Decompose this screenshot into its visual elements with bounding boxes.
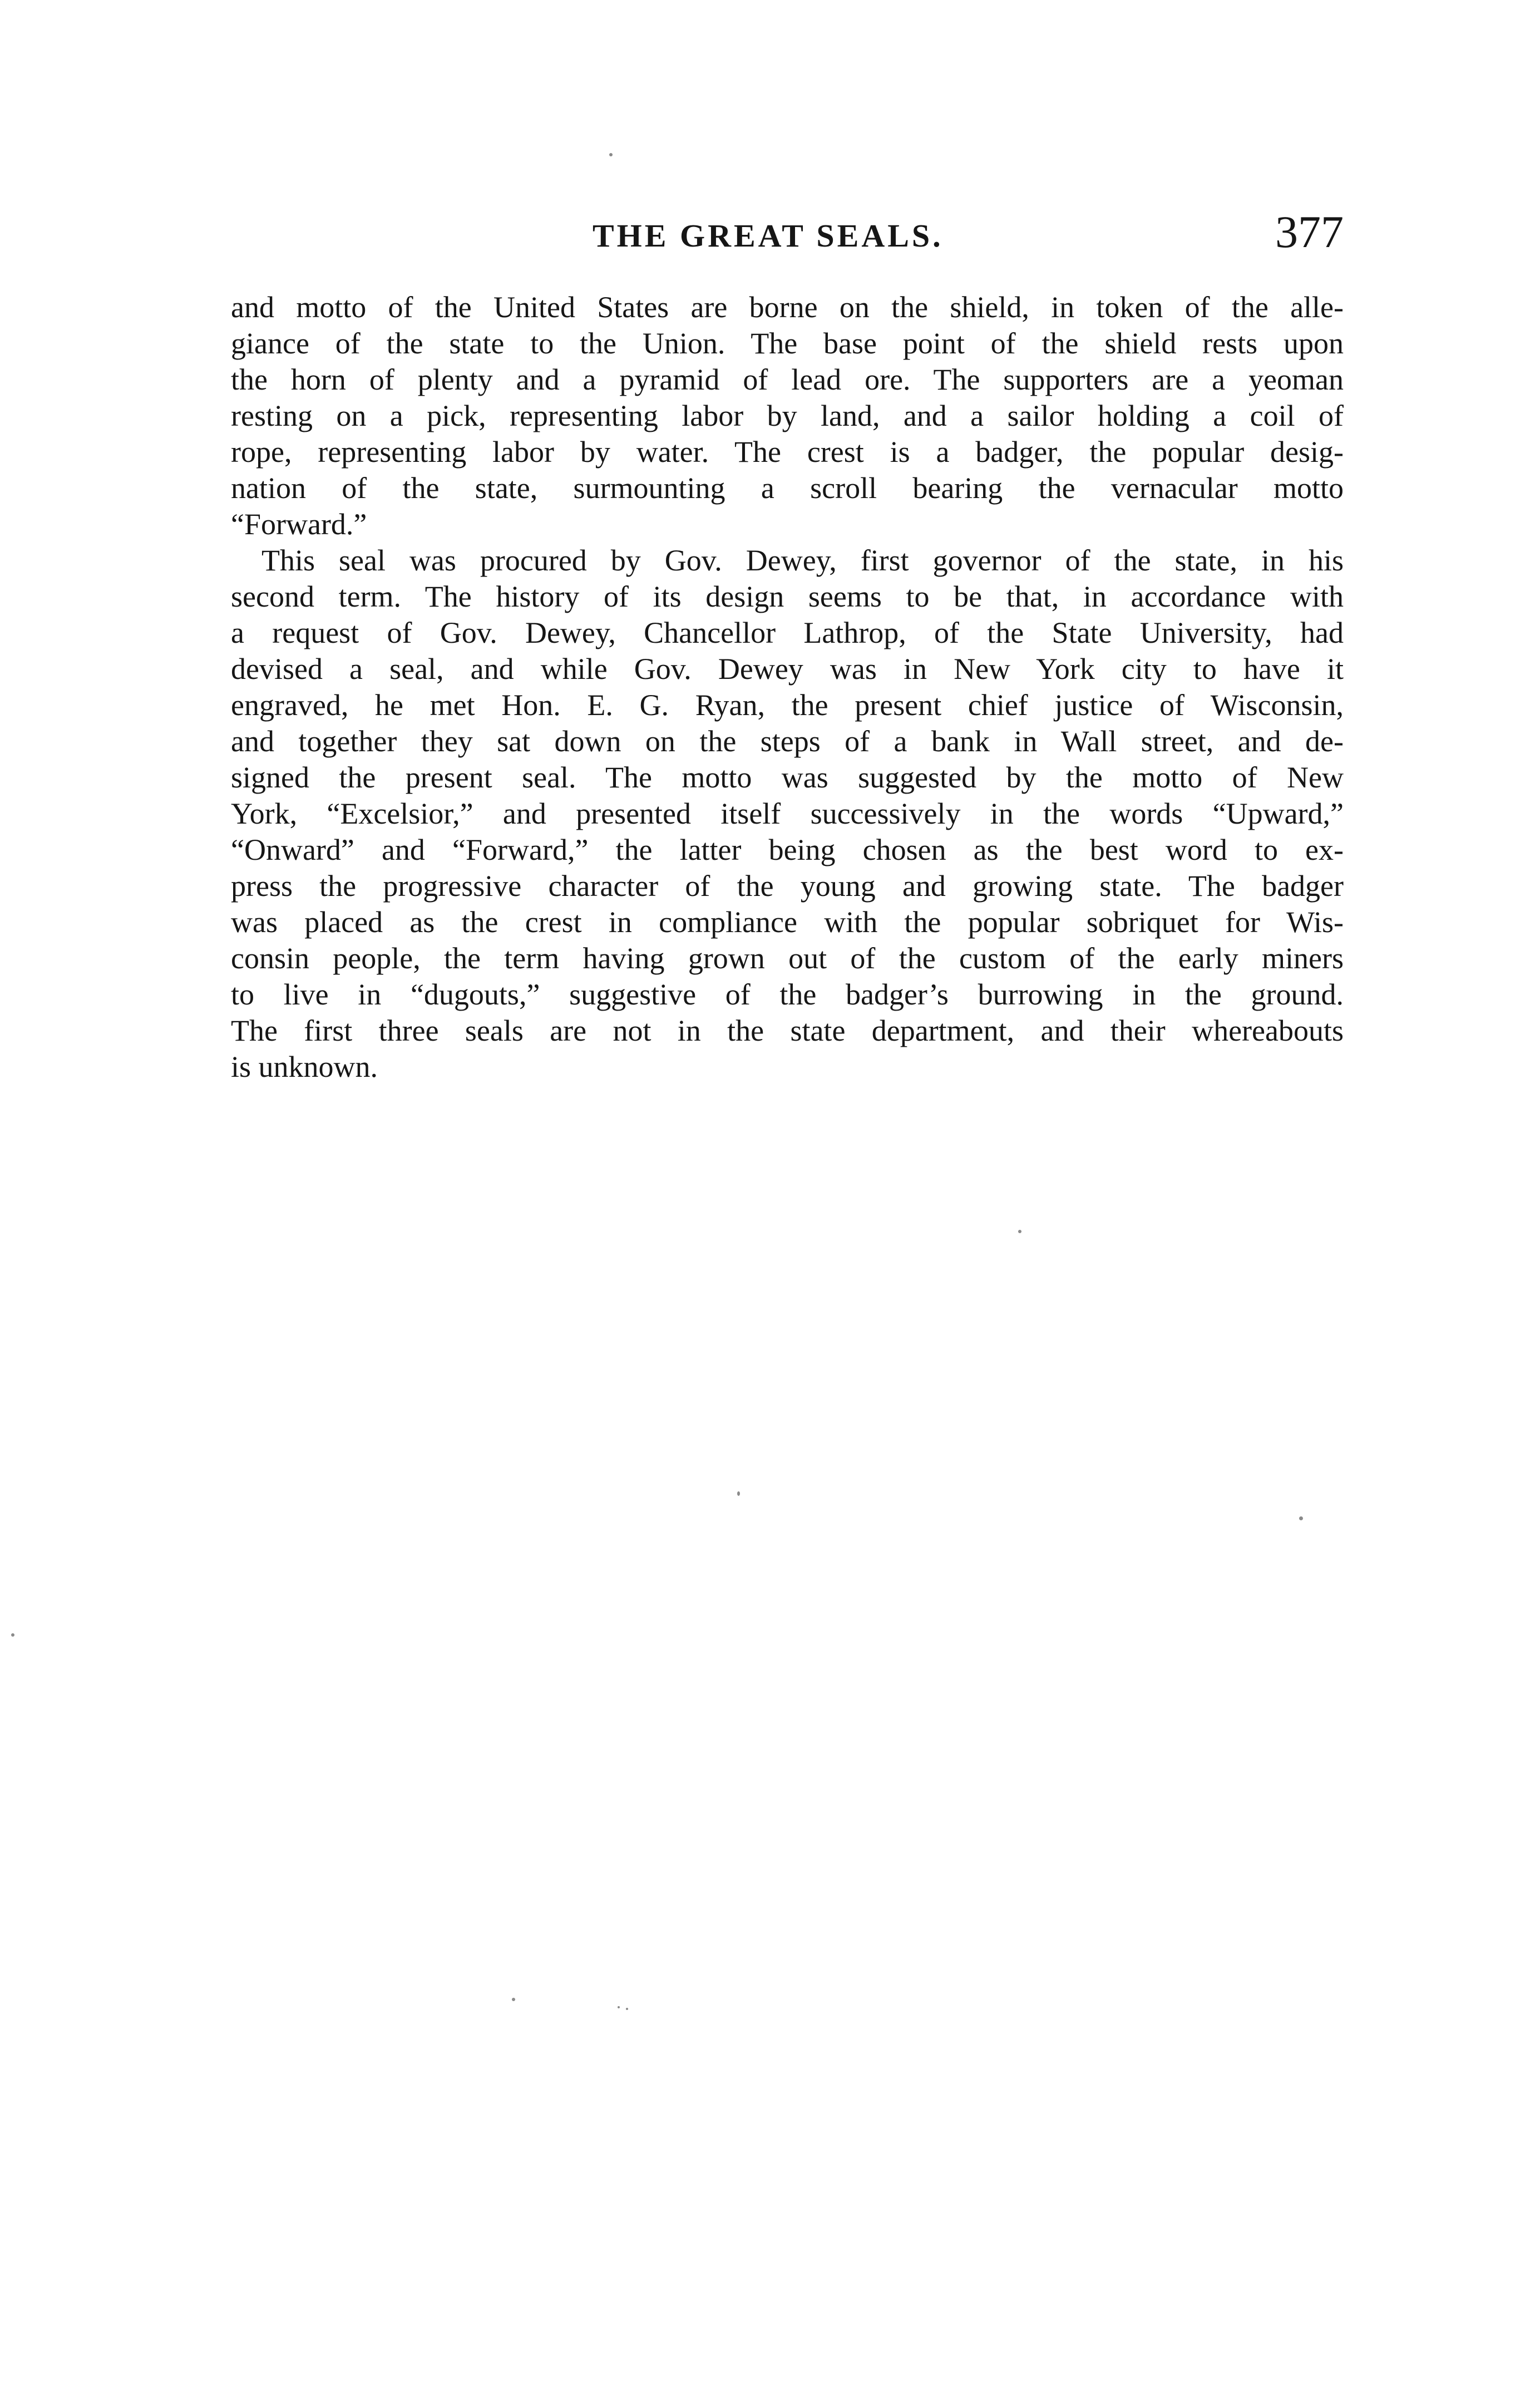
- scan-speck: [11, 1633, 14, 1637]
- text-line: and motto of the United States are borne on the shield, in token of the alle-: [231, 290, 1344, 324]
- text-line: engraved, he met Hon. E. G. Ryan, the present chief justice of Wisconsin,: [231, 688, 1344, 722]
- text-line: nation of the state, surmounting a scroll bearing the vernacular motto: [231, 471, 1344, 505]
- page-number: 377: [1275, 206, 1344, 257]
- text-line: resting on a pick, representing labor by land, and a sailor holding a coil of: [231, 399, 1344, 432]
- scan-speck: [512, 1998, 515, 2001]
- text-line: press the progressive character of the young and growing state. The badger: [231, 869, 1344, 903]
- text-line: rope, representing labor by water. The crest is a badger, the popular desig-: [231, 435, 1344, 469]
- text-line: to live in “dugouts,” suggestive of the badger’s burrowing in the ground.: [231, 978, 1344, 1011]
- text-line: was placed as the crest in compliance with the popular sobriquet for Wis-: [231, 905, 1344, 939]
- scan-speck: [626, 2008, 628, 2010]
- body-text: [231, 289, 1344, 1085]
- text-line: This seal was procured by Gov. Dewey, first governor of the state, in his: [261, 544, 1344, 577]
- running-head: [231, 206, 1344, 273]
- text-line: a request of Gov. Dewey, Chancellor Lathrop, of the State University, had: [231, 616, 1344, 649]
- scan-speck: [737, 1491, 740, 1496]
- text-line: “Forward.”: [231, 508, 367, 541]
- running-title: THE GREAT SEALS.: [593, 218, 944, 254]
- text-line: The first three seals are not in the state department, and their whereabouts: [231, 1014, 1344, 1047]
- text-line: and together they sat down on the steps of a bank in Wall street, and de-: [231, 725, 1344, 758]
- scan-speck: [609, 153, 613, 156]
- text-line: is unknown.: [231, 1050, 378, 1083]
- text-line: giance of the state to the Union. The base point of the shield rests upon: [231, 327, 1344, 360]
- text-line: consin people, the term having grown out of the custom of the early miners: [231, 942, 1344, 975]
- text-line: York, “Excelsior,” and presented itself successively in the words “Upward,”: [231, 797, 1344, 830]
- text-line: the horn of plenty and a pyramid of lead ore. The supporters are a yeoman: [231, 363, 1344, 396]
- text-line: second term. The history of its design seems to be that, in accordance with: [231, 580, 1344, 613]
- text-line: devised a seal, and while Gov. Dewey was in New York city to have it: [231, 652, 1344, 686]
- text-line: “Onward” and “Forward,” the latter being chosen as the best word to ex-: [231, 833, 1344, 866]
- scan-speck: [618, 2006, 620, 2008]
- text-line: signed the present seal. The motto was suggested by the motto of New: [231, 761, 1344, 794]
- scan-speck: [1299, 1516, 1303, 1520]
- scan-speck: [1018, 1230, 1021, 1233]
